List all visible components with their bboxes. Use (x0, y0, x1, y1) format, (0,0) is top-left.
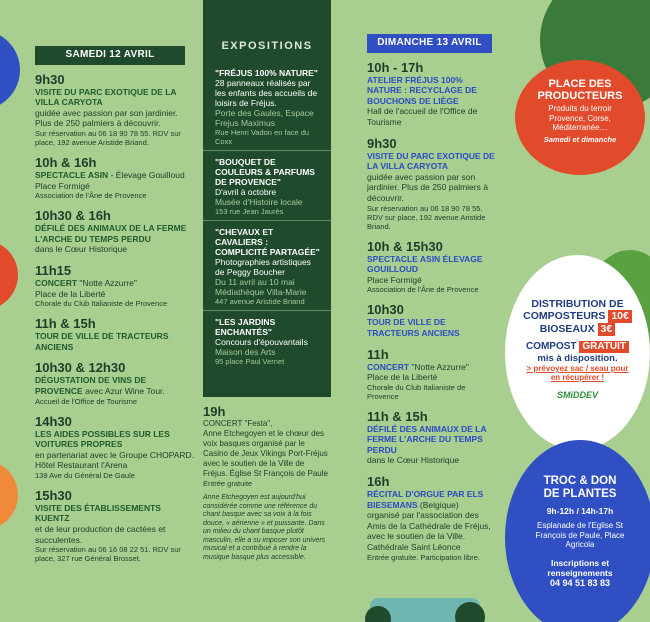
event-time: 10h30 (367, 302, 404, 318)
saturday-column (35, 46, 195, 572)
bioseaux-row (505, 323, 650, 336)
exposition-item (203, 150, 331, 220)
event-title: VISITE DES ÉTABLISSEMENTS KUENTZ (35, 502, 161, 524)
concert-time: 19h (203, 404, 226, 419)
event-extra: 139 Ave du Général De Gaule (35, 470, 135, 480)
compost-dispo: mis à disposition. (537, 353, 618, 364)
event-title-row (367, 489, 497, 510)
event-time: 10h30 & 16h (35, 208, 111, 224)
compost-note: > prévoyez sac / seau pour en récupérer ! (526, 364, 629, 382)
troc-hours: 9h-12h / 14h-17h (546, 506, 614, 516)
expo-title: "FRÉJUS 100% NATURE" (215, 68, 318, 78)
composteurs-circle (505, 255, 650, 450)
saturday-event (35, 317, 195, 352)
troc-place: Esplanade de l'Eglise St François de Paule, Place Agricola (535, 521, 625, 549)
event-title: RÉCITAL D'ORGUE PAR ELS BIESEMANS (367, 489, 484, 510)
event-title-row (367, 75, 497, 107)
event-title-suffix: - Élevage Gouilloud (108, 169, 185, 180)
event-title-row (35, 278, 195, 289)
saturday-event (35, 361, 195, 405)
expo-addr: Rue Henri Vadon en face du Coxx (215, 128, 310, 146)
concert-title: CONCERT "Festa", (203, 419, 273, 428)
saturday-event (35, 209, 195, 255)
compost-gratuit: GRATUIT (579, 341, 629, 353)
expositions-panel (203, 0, 331, 397)
event-desc: guidée avec passion par son jardinier. Plus de 250 palmiers à découvrir. (35, 107, 178, 129)
event-extra: Chorale du Club Italianiste de Provence (367, 382, 466, 401)
troc-info: Inscriptions et renseignements (547, 557, 613, 578)
exposition-item (203, 220, 331, 310)
sunday-event (367, 137, 497, 231)
event-desc: organisé par l'association des Amis de la Cathédrale de Fréjus, avec le soutien de la Ville. Cathédrale Saint Léonce (367, 510, 491, 553)
event-title-suffix: "Notte Azzurre" (77, 277, 137, 288)
saturday-event (35, 415, 195, 480)
exposition-item (203, 62, 331, 150)
producteurs-when: Samedi et dimanche (543, 134, 617, 144)
event-title-row (367, 424, 497, 456)
sunday-event (367, 303, 497, 338)
event-title: DÉFILÉ DES ANIMAUX DE LA FERME L'ARCHE DU TEMPS PERDU (35, 223, 187, 244)
event-time: 10h30 & 12h30 (35, 360, 126, 376)
concert-festa (203, 405, 328, 562)
compost-row (505, 341, 650, 353)
event-title: DÉGUSTATION DE VINS DE PROVENCE (35, 375, 147, 396)
event-desc: dans le Cœur Historique (367, 455, 460, 466)
event-title: CONCERT (35, 277, 78, 288)
event-title: TOUR DE VILLE DE TRACTEURS ANCIENS (35, 331, 169, 352)
expo-place: Du 11 avril au 10 mai Médiathèque Villa-Marie (215, 277, 307, 297)
event-extra: Chorale du Club Italianiste de Provence (35, 299, 168, 309)
troc-circle (505, 440, 650, 622)
saturday-event (35, 264, 195, 308)
smiddev-logo: SMiDDEV (556, 390, 598, 400)
composteurs-line2: COMPOSTEURS (523, 310, 606, 322)
bioseaux-label: BIOSEAUX (539, 323, 595, 335)
event-title-row (35, 170, 195, 181)
sunday-event (367, 410, 497, 466)
event-title: TOUR DE VILLE DE TRACTEURS ANCIENS (367, 317, 460, 338)
sunday-event (367, 475, 497, 562)
event-title: CONCERT (367, 361, 410, 372)
compost-label: COMPOST (525, 341, 577, 352)
event-desc: Place Formigé (35, 180, 90, 191)
bioseaux-price: 3€ (598, 323, 616, 336)
event-title: VISITE DU PARC EXOTIQUE DE LA VILLA CARYOTA (367, 150, 495, 172)
event-desc: Hall de l'accueil de l'Office de Tourisme (367, 106, 478, 127)
event-title-row (367, 254, 497, 275)
sunday-event (367, 61, 497, 128)
event-title: VISITE DU PARC EXOTIQUE DE LA VILLA CARYOTA (35, 86, 177, 108)
event-title: LES AIDES POSSIBLES SUR LES VOITURES PROPRES (35, 428, 170, 450)
event-desc: Place de la Liberté (35, 288, 106, 299)
event-extra: Entrée gratuite. Participation libre. (367, 552, 480, 562)
event-desc: et de leur production de cactées et succulentes. (35, 524, 166, 545)
composteurs-price: 10€ (608, 310, 632, 323)
event-title: DÉFILÉ DES ANIMAUX DE LA FERME L'ARCHE DU TEMPS PERDU (367, 423, 487, 455)
expo-desc: 28 panneaux réalisés par les enfants des accueils de loisirs de Fréjus. (215, 78, 318, 108)
deco-red-circle-left (0, 240, 18, 310)
expo-addr: 153 rue Jean Jaurès (215, 207, 284, 216)
saturday-header: SAMEDI 12 AVRIL (35, 46, 185, 65)
event-extra: Association de l'Âne de Provence (35, 191, 147, 201)
troc-phone: 04 94 51 83 83 (549, 577, 611, 588)
expo-place: Musée d'Histoire locale (215, 197, 303, 207)
event-time: 11h & 15h (35, 316, 96, 332)
event-time: 9h30 (35, 71, 65, 87)
event-title: ATELIER FRÉJUS 100% NATURE : RECYCLAGE DE BOUCHONS DE LIÈGE (367, 74, 477, 106)
expo-title: "CHEVAUX ET CAVALIERS : COMPLICITÉ PARTAGÉE" (215, 227, 320, 257)
sunday-column (367, 34, 497, 571)
event-desc: guidée avec passion par son jardinier. Plus de 250 palmiers à découvrir. (367, 171, 488, 203)
event-title-suffix: avec Azur Wine Tour. (82, 385, 165, 396)
event-title-row (35, 331, 195, 352)
event-title-suffix: "Notte Azzurre" (409, 361, 469, 372)
sunday-event (367, 348, 497, 401)
event-time: 10h & 16h (35, 154, 97, 170)
producteurs-desc: Produits du terroir Provence, Corse, Méditerranée… (548, 104, 612, 132)
expo-desc: Photographies artistiques de Peggy Boucher (215, 257, 311, 277)
event-desc: dans le Cœur Historique (35, 244, 128, 255)
expo-title: "LES JARDINS ENCHANTÉS" (215, 317, 276, 337)
event-title-row (35, 223, 195, 244)
event-time: 14h30 (35, 413, 72, 429)
expo-place: Porte des Gaules, Espace Frejus Maximus (215, 108, 314, 128)
producteurs-circle (515, 60, 645, 175)
event-time: 16h (367, 474, 390, 490)
saturday-event (35, 489, 195, 563)
event-desc: Place de la Liberté (367, 372, 438, 383)
event-extra: Accueil de l'Office de Tourisme (35, 396, 138, 406)
tractor-illustration (360, 590, 500, 622)
concert-note: Anne Etchegoyen est aujourd'hui considérée comme une référence du chant basque avec sa voix à la fois douce, « aérienne » et puissante. Dans un milieu du chant basque plutôt masculin, elle a su imposer son univers musical et a contribué à rendre la musique basque plus accessible. (203, 494, 326, 561)
event-title-row (367, 362, 497, 373)
expo-title: "BOUQUET DE COULEURS & PARFUMS DE PROVENCE" (215, 157, 315, 187)
exposition-item (203, 310, 331, 370)
saturday-event (35, 156, 195, 200)
expo-addr: 447 avenue Aristide Briand (215, 297, 305, 306)
event-extra: Sur réservation au 06 18 90 78 55. RDV sur place, 192 avenue Aristide Briand. (35, 128, 181, 147)
troc-title: TROC & DON DE PLANTES (543, 475, 617, 500)
event-title-row (35, 429, 195, 450)
event-time: 11h (367, 346, 389, 362)
event-title-row (35, 375, 195, 396)
expo-place: Maison des Arts (215, 347, 276, 357)
event-title-row (367, 151, 497, 172)
composteurs-row (505, 310, 650, 323)
event-time: 9h30 (367, 135, 397, 151)
event-title-row (35, 503, 195, 524)
event-time: 10h & 15h30 (367, 238, 443, 254)
concert-entry: Entrée gratuite (203, 479, 253, 488)
deco-orange-circle-left (0, 460, 18, 530)
event-title-row (35, 87, 195, 108)
concert-desc: Anne Etchegoyen et le chœur des voix basques organisé par le Casino de Jeux Vikings Port-Fréjus avec le soutien de la Ville de Fréjus. Église St François de Paule (203, 429, 328, 478)
expo-desc: D'avril à octobre (215, 187, 277, 197)
producteurs-title: PLACE DES PRODUCTEURS (537, 78, 623, 102)
event-time: 11h & 15h (367, 408, 428, 424)
event-time: 10h - 17h (367, 59, 424, 75)
event-extra: Sur réservation au 06 18 90 78 55. RDV sur place, 192 avenue Aristide Briand. (367, 203, 486, 231)
event-extra: Sur réservation au 06 16 08 22 51. RDV sur place, 327 rue Général Brosset. (35, 545, 181, 564)
deco-blue-circle-left (0, 30, 20, 110)
expo-addr: 95 place Paul Vernet (215, 357, 285, 366)
expo-desc: Concours d'épouvantails (215, 337, 308, 347)
event-extra: Association de l'Âne de Provence (367, 285, 479, 295)
event-time: 11h15 (35, 262, 72, 278)
expositions-title: EXPOSITIONS (221, 40, 313, 52)
saturday-event (35, 73, 195, 147)
event-title: SPECTACLE ASIN ÉLEVAGE GOUILLOUD (367, 253, 483, 275)
composteurs-line1: DISTRIBUTION DE (531, 298, 624, 310)
event-desc: en partenariat avec le Groupe CHOPARD. Hôtel Restaurant l'Arena (35, 449, 195, 471)
event-title: SPECTACLE ASIN (35, 169, 109, 180)
sunday-event (367, 240, 497, 295)
sunday-header: DIMANCHE 13 AVRIL (367, 34, 492, 53)
event-title-suffix: (Belgique) (417, 499, 459, 510)
event-desc: Place Formigé (367, 274, 422, 285)
event-time: 15h30 (35, 487, 72, 503)
event-title-row (367, 317, 497, 338)
